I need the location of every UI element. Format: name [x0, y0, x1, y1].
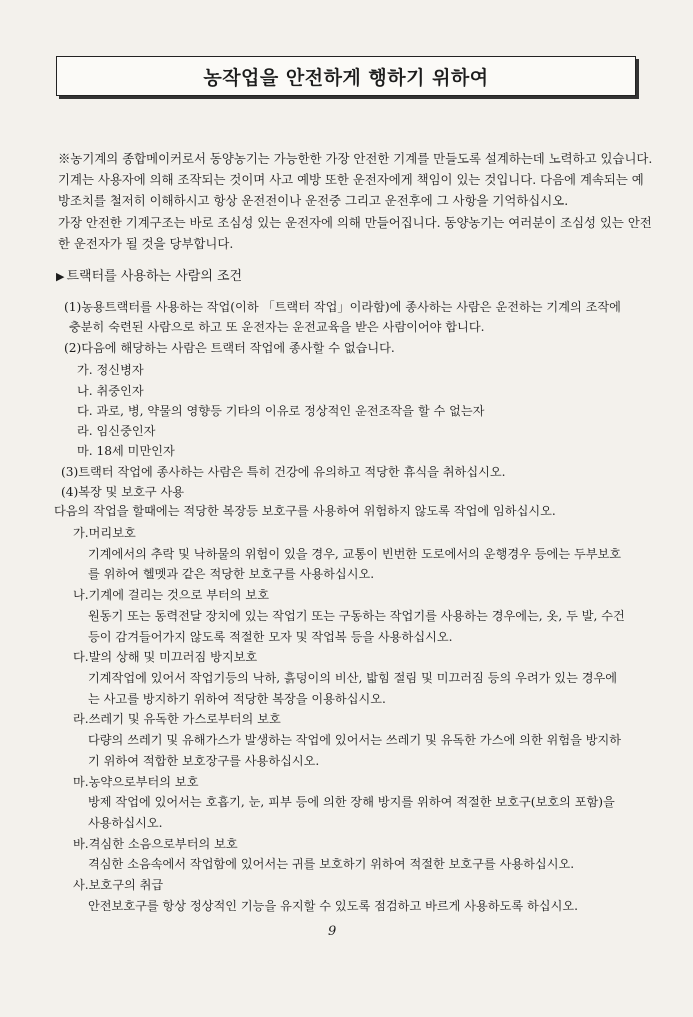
text-line: 마.농약으로부터의 보호 [73, 775, 199, 789]
text-line: 기계에서의 추락 및 낙하물의 위험이 있을 경우, 교통이 빈번한 도로에서의 운행경우 등에는 두부보호 [88, 547, 622, 561]
text-line: (1)농용트랙터를 사용하는 작업(이하 「트랙터 작업」이라함)에 종사하는 사람은 운전하는 기계의 조작에 [64, 300, 621, 314]
text-line: 등이 감겨들어가지 않도록 적절한 모자 및 작업복 등을 사용하십시오. [88, 630, 453, 644]
section-heading-text: 트랙터를 사용하는 사람의 조건 [66, 269, 243, 284]
section-heading [56, 265, 242, 284]
text-line: 다. 과로, 병, 약물의 영향등 기타의 이유로 정상적인 운전조작을 할 수 없는자 [77, 404, 485, 418]
text-line: 사용하십시오. [88, 816, 163, 830]
text-line: 원동기 또는 동력전달 장치에 있는 작업기 또는 구동하는 작업기를 사용하는 경우에는, 옷, 두 발, 수건 [88, 609, 625, 623]
text-line: 를 위하여 헬멧과 같은 적당한 보호구를 사용하십시오. [88, 567, 375, 581]
text-line: 격심한 소음속에서 작업함에 있어서는 귀를 보호하기 위하여 적절한 보호구를 사용하십시오. [88, 857, 575, 871]
text-line: 다량의 쓰레기 및 유해가스가 발생하는 작업에 있어서는 쓰레기 및 유독한 가스에 의한 위험을 방지하 [88, 733, 622, 747]
text-line: 충분히 숙련된 사람으로 하고 또 운전자는 운전교육을 받은 사람이어야 합니다. [69, 320, 485, 334]
text-line: (3)트랙터 작업에 종사하는 사람은 특히 건강에 유의하고 적당한 휴식을 취하십시오. [61, 465, 506, 479]
intro-line: 방조치를 철저히 이해하시고 항상 운전전이나 운전중 그리고 운전후에 그 사항을 기억하십시오. [58, 193, 569, 209]
text-line: 가. 정신병자 [77, 363, 144, 377]
text-line: 는 사고를 방지하기 위하여 적당한 복장을 이용하십시오. [88, 692, 386, 706]
text-line: (2)다음에 해당하는 사람은 트랙터 작업에 종사할 수 없습니다. [64, 341, 395, 355]
text-line: 나. 취중인자 [77, 384, 144, 398]
page-title: 농작업을 안전하게 행하기 위하여 [203, 66, 489, 89]
text-line: 다.발의 상해 및 미끄러짐 방지보호 [73, 650, 258, 664]
triangle-bullet-icon: ▶ [56, 270, 65, 283]
text-line: 마. 18세 미만인자 [77, 444, 175, 458]
intro-line: ※농기계의 종합메이커로서 동양농기는 가능한한 가장 안전한 기계를 만들도록 설계하는데 노력하고 있습니다. [58, 151, 653, 166]
text-line: 가.머리보호 [73, 526, 136, 540]
text-line: 기계작업에 있어서 작업기등의 낙하, 흙덩이의 비산, 밟힘 절림 및 미끄러짐 등의 우려가 있는 경우에 [88, 671, 618, 685]
text-line: 다음의 작업을 할때에는 적당한 복장등 보호구를 사용하여 위험하지 않도록 작업에 임하십시오. [54, 504, 556, 518]
page-number: 9 [328, 924, 337, 939]
intro-line: 가장 안전한 기계구조는 바로 조심성 있는 운전자에 의해 만들어집니다. 동양농기는 여러분이 조심성 있는 안전 [58, 214, 652, 230]
text-line: 바.격심한 소음으로부터의 보호 [73, 837, 238, 851]
text-line: 안전보호구를 항상 정상적인 기능을 유지할 수 있도록 점검하고 바르게 사용하도록 하십시오. [88, 899, 578, 913]
text-line: 방제 작업에 있어서는 호흡기, 눈, 피부 등에 의한 장해 방지를 위하여 적절한 보호구(보호의 포함)을 [88, 795, 615, 809]
intro-paragraph [58, 148, 653, 254]
text-line: 기 위하여 적합한 보호장구를 사용하십시오. [88, 754, 320, 768]
intro-line: 한 운전자가 될 것을 당부합니다. [58, 235, 234, 251]
title-box [56, 56, 636, 96]
text-line: 나.기계에 걸리는 것으로 부터의 보호 [73, 588, 269, 602]
text-line: 라.쓰레기 및 유독한 가스로부터의 보호 [73, 712, 281, 726]
intro-line: 기계는 사용자에 의해 조작되는 것이며 사고 예방 또한 운전자에게 책임이 있는 것입니다. 다음에 계속되는 예 [58, 172, 644, 188]
text-line: 라. 임신중인자 [77, 424, 156, 438]
text-line: (4)복장 및 보호구 사용 [61, 485, 185, 499]
text-line: 사.보호구의 취급 [73, 878, 164, 892]
